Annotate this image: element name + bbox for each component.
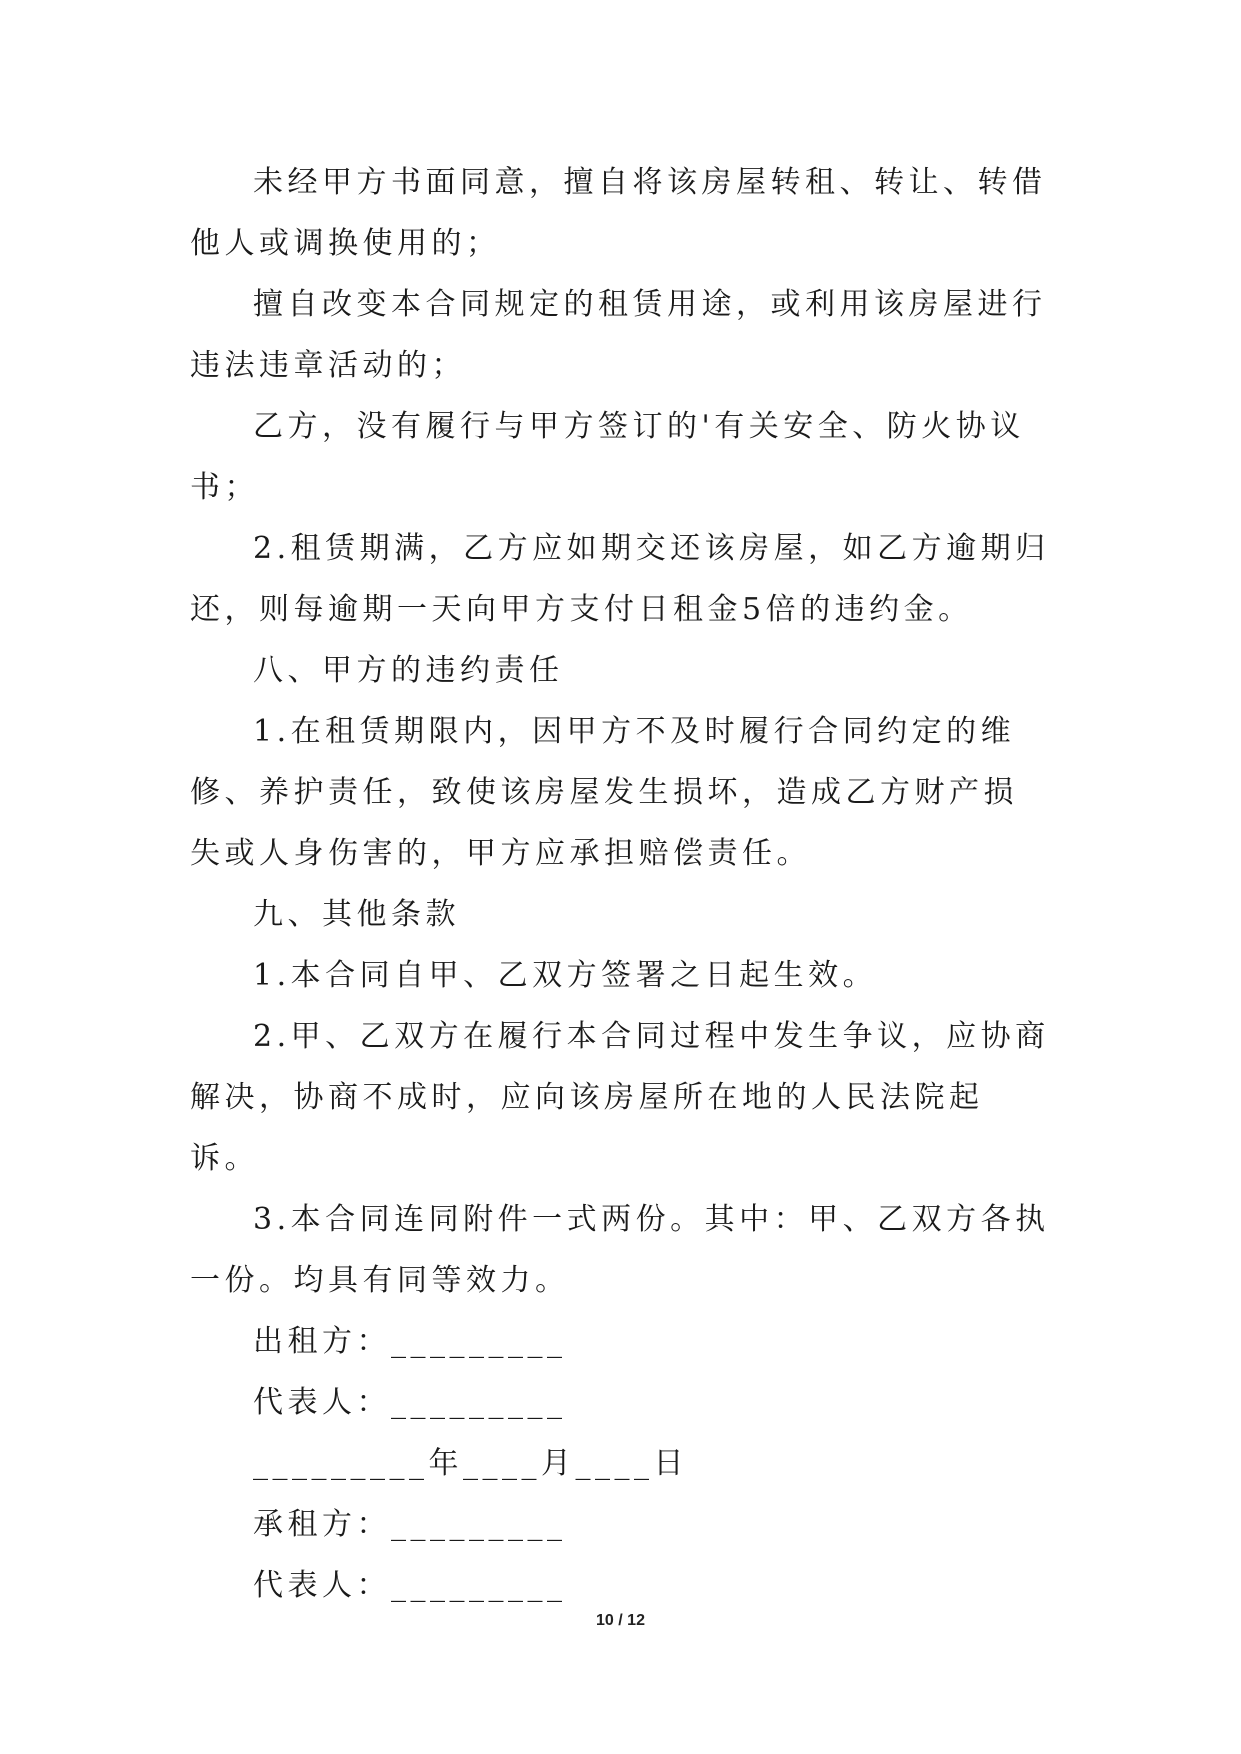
- section-heading: 九、其他条款: [253, 897, 460, 932]
- date-line: _________年____月____日: [253, 1446, 688, 1481]
- section-heading: 八、甲方的违约责任: [253, 653, 564, 688]
- clause-paragraph: 1.本合同自甲、乙双方签署之日起生效。: [253, 958, 878, 993]
- lessor-line: 出租方：_________: [253, 1324, 567, 1359]
- clause-paragraph: 2.租赁期满，乙方应如期交还该房屋，如乙方逾期归还，则每逾期一天向甲方支付日租金5倍的违约金。: [190, 531, 1050, 627]
- document-body: [190, 152, 1052, 1616]
- lessee-line: 承租方：_________: [253, 1507, 567, 1542]
- clause-paragraph: 擅自改变本合同规定的租赁用途，或利用该房屋进行违法违章活动的；: [190, 287, 1047, 383]
- signature-block: [190, 1311, 1052, 1616]
- clause-paragraph: 未经甲方书面同意，擅自将该房屋转租、转让、转借他人或调换使用的；: [190, 165, 1047, 261]
- clause-paragraph: 1.在租赁期限内，因甲方不及时履行合同约定的维修、养护责任，致使该房屋发生损坏，造成乙方财产损失或人身伤害的，甲方应承担赔偿责任。: [190, 714, 1018, 871]
- lessor-representative-line: 代表人：_________: [253, 1385, 567, 1420]
- clause-paragraph: 乙方，没有履行与甲方签订的'有关安全、防火协议书；: [190, 409, 1025, 505]
- clause-paragraph: 2.甲、乙双方在履行本合同过程中发生争议，应协商解决，协商不成时，应向该房屋所在地的人民法院起诉。: [190, 1019, 1050, 1176]
- lessee-representative-line: 代表人：_________: [253, 1568, 567, 1603]
- clause-paragraph: 3.本合同连同附件一式两份。其中：甲、乙双方各执一份。均具有同等效力。: [190, 1202, 1050, 1298]
- page-number: 10 / 12: [596, 1612, 645, 1629]
